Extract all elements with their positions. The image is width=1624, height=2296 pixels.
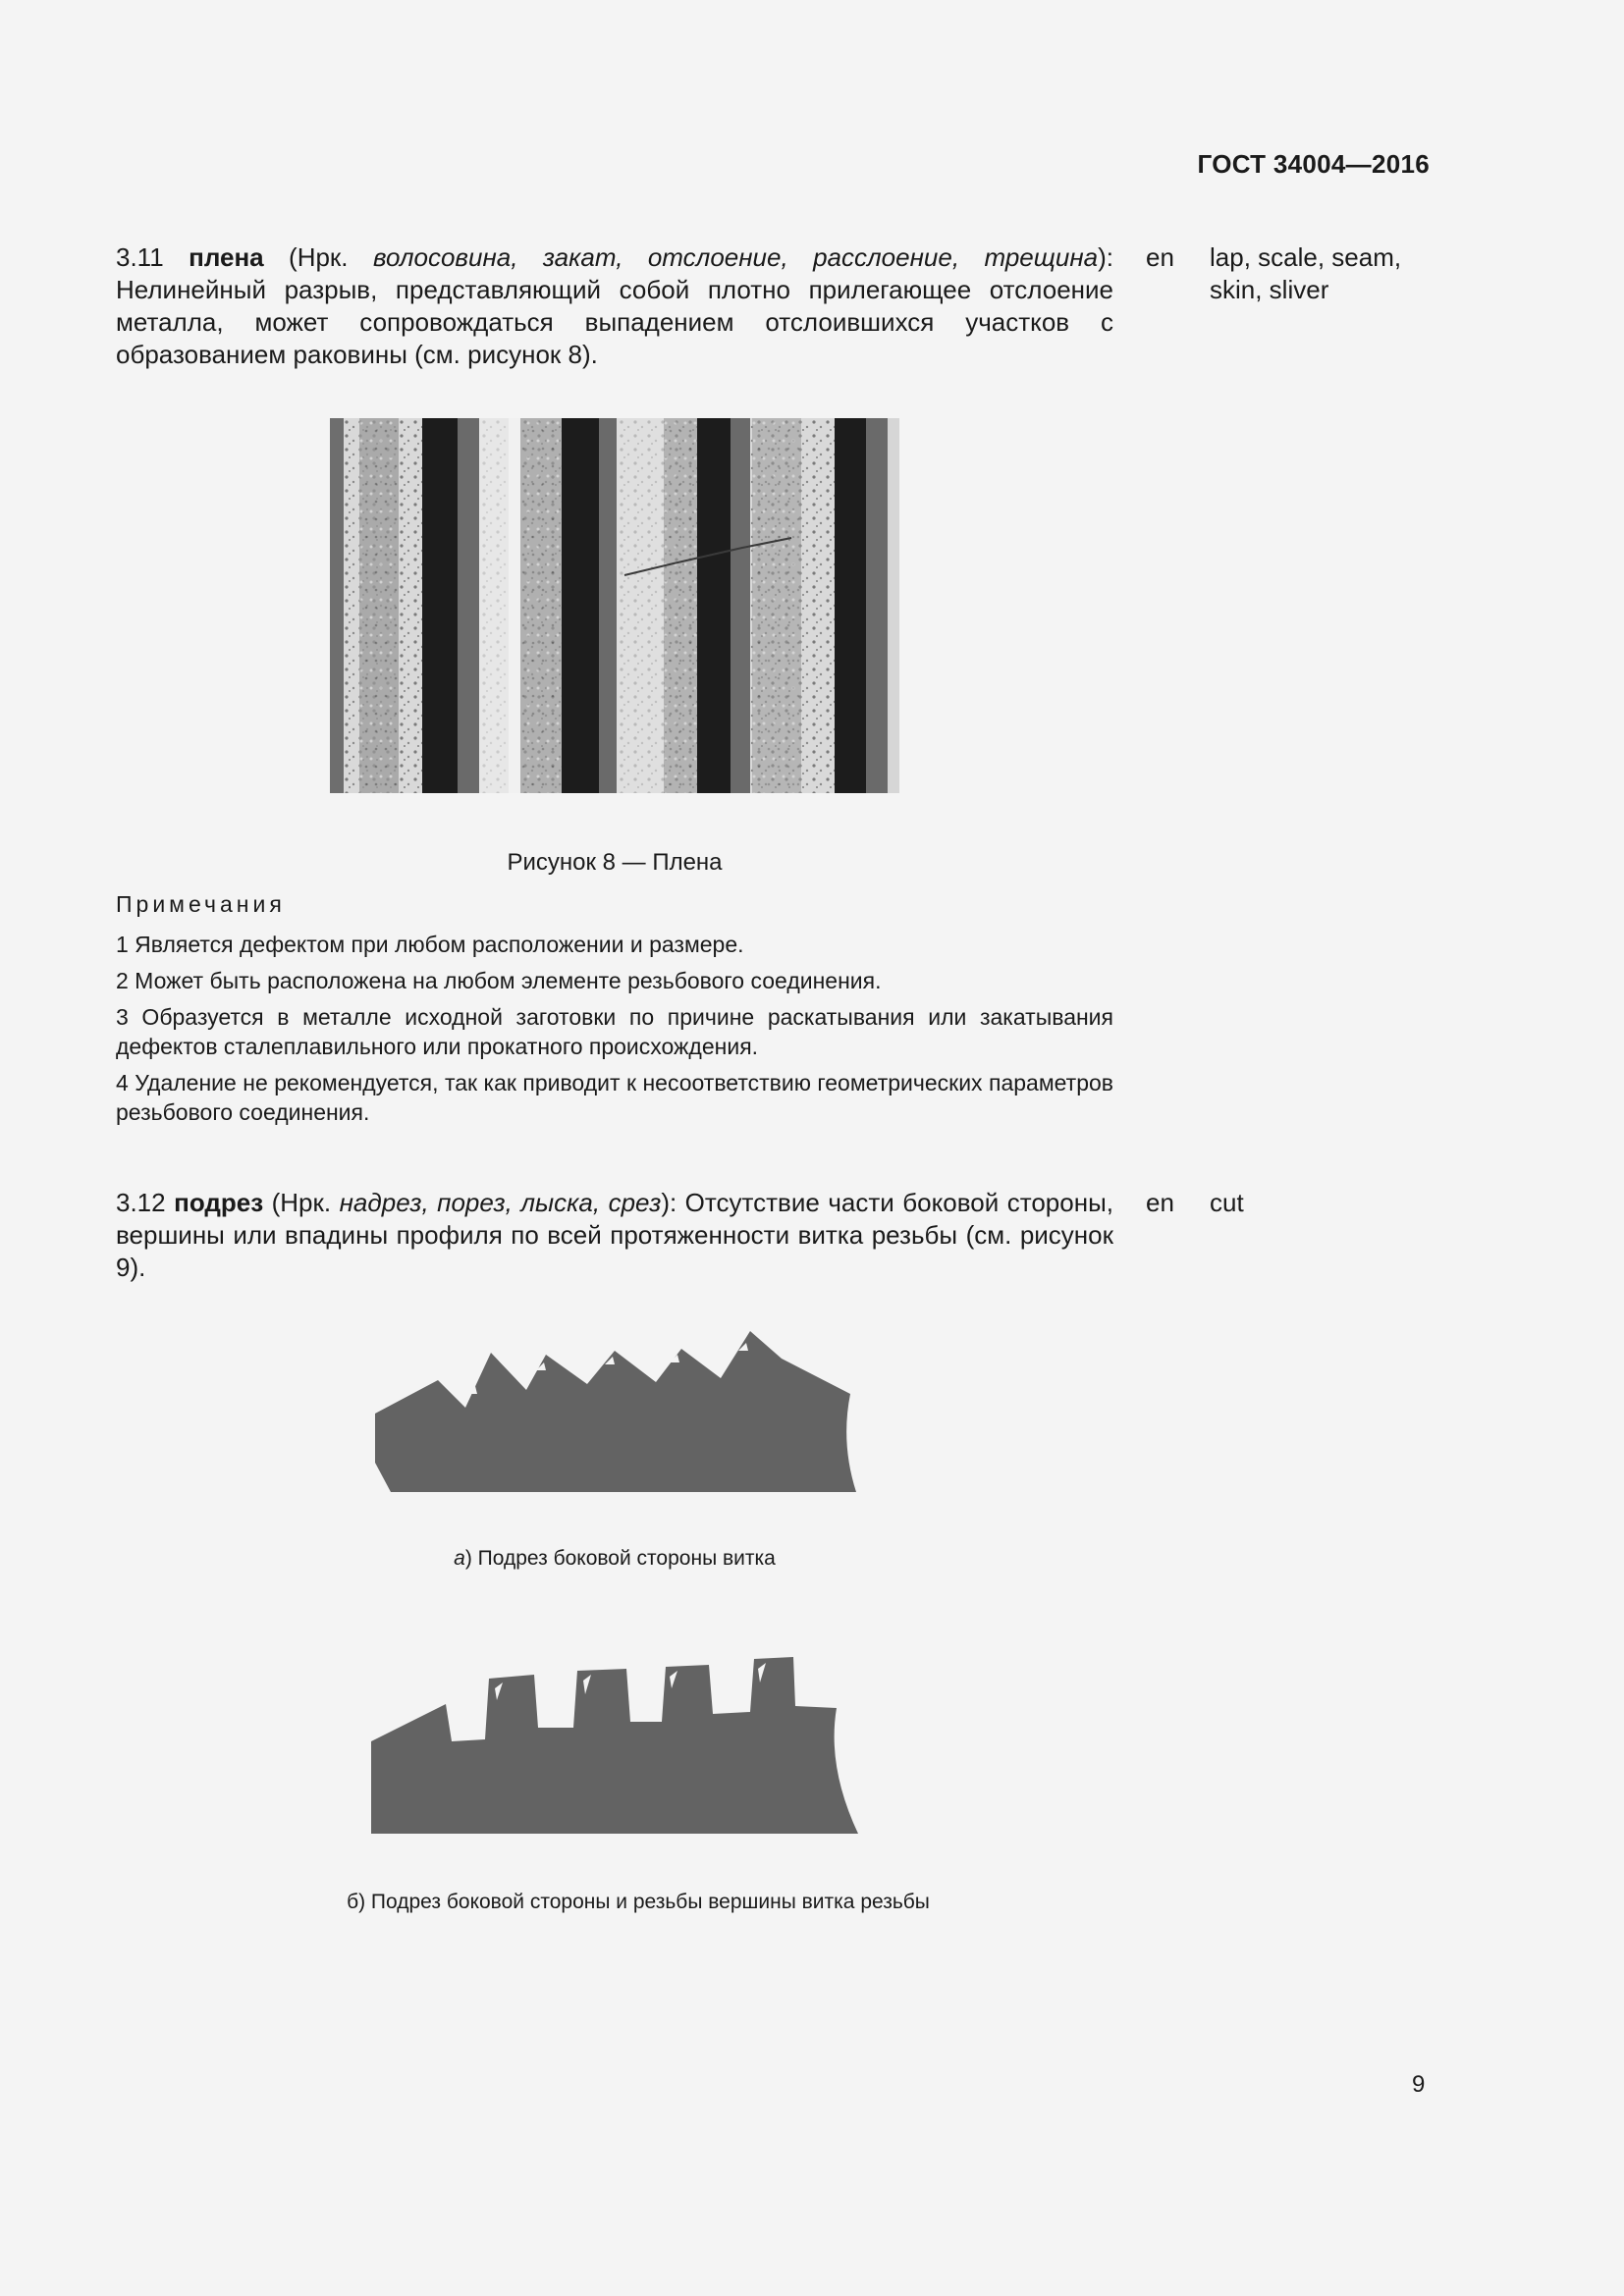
page-number: 9: [1412, 2071, 1426, 2098]
figure-9b-caption: б) Подрез боковой стороны и резьбы вершины витка резьбы: [347, 1891, 930, 1913]
definition-text: ): Нелинейный разрыв, представляющий собой плотно прилегающее отслоение металла, может сопровождаться выпадением отслоившихся участков с образованием раковины (см. рисунок 8).: [116, 242, 1113, 369]
nrk-terms: волосовина, закат, отслоение, расслоение, трещина: [372, 242, 1099, 272]
term-3-11-equivalent: lap, scale, seam, skin, sliver: [1210, 242, 1402, 304]
nrk-prefix: (Нрк.: [263, 242, 373, 272]
term-3-12-lang: en: [1146, 1188, 1174, 1217]
caption-text: ) Подрез боковой стороны витка: [464, 1547, 776, 1570]
term-3-11-lang: en: [1146, 242, 1174, 272]
notes-title: Примечания: [116, 891, 286, 917]
caption-letter: а: [454, 1547, 465, 1570]
nrk-prefix: (Нрк.: [263, 1188, 340, 1217]
term-number: 3.11: [116, 242, 164, 272]
note-3: 3 Образуется в металле исходной заготовки по причине раскатывания или закатывания дефектов сталеплавильного или прокатного происхождения.: [116, 1004, 1113, 1059]
note-4: 4 Удаление не рекомендуется, так как приводит к несоответствию геометрических параметров резьбового соединения.: [116, 1070, 1113, 1125]
figure-8-caption: Рисунок 8 — Плена: [507, 849, 723, 876]
nrk-terms: надрез, порез, лыска, срез: [339, 1188, 662, 1217]
figure-9a-caption: [330, 1547, 899, 1571]
note-1: 1 Является дефектом при любом расположении и размере.: [116, 932, 744, 957]
note-2: 2 Может быть расположена на любом элементе резьбового соединения.: [116, 968, 882, 993]
document-header: ГОСТ 34004—2016: [1197, 149, 1430, 179]
figure-8-photo: [330, 418, 899, 793]
figure-9b-thread-profile: [367, 1649, 868, 1842]
term-3-11-definition: [116, 241, 1113, 371]
term-3-12-definition: [116, 1187, 1113, 1284]
term-3-12-equivalent: cut: [1210, 1188, 1244, 1217]
term-number: 3.12: [116, 1188, 166, 1217]
definition-text: ): Отсутствие части боковой стороны, вершины или впадины профиля по всей протяженности витка резьбы (см. рисунок 9).: [116, 1188, 1113, 1282]
figure-9a-thread-profile: [369, 1325, 860, 1498]
term-name: подрез: [174, 1188, 264, 1217]
term-name: плена: [189, 242, 264, 272]
